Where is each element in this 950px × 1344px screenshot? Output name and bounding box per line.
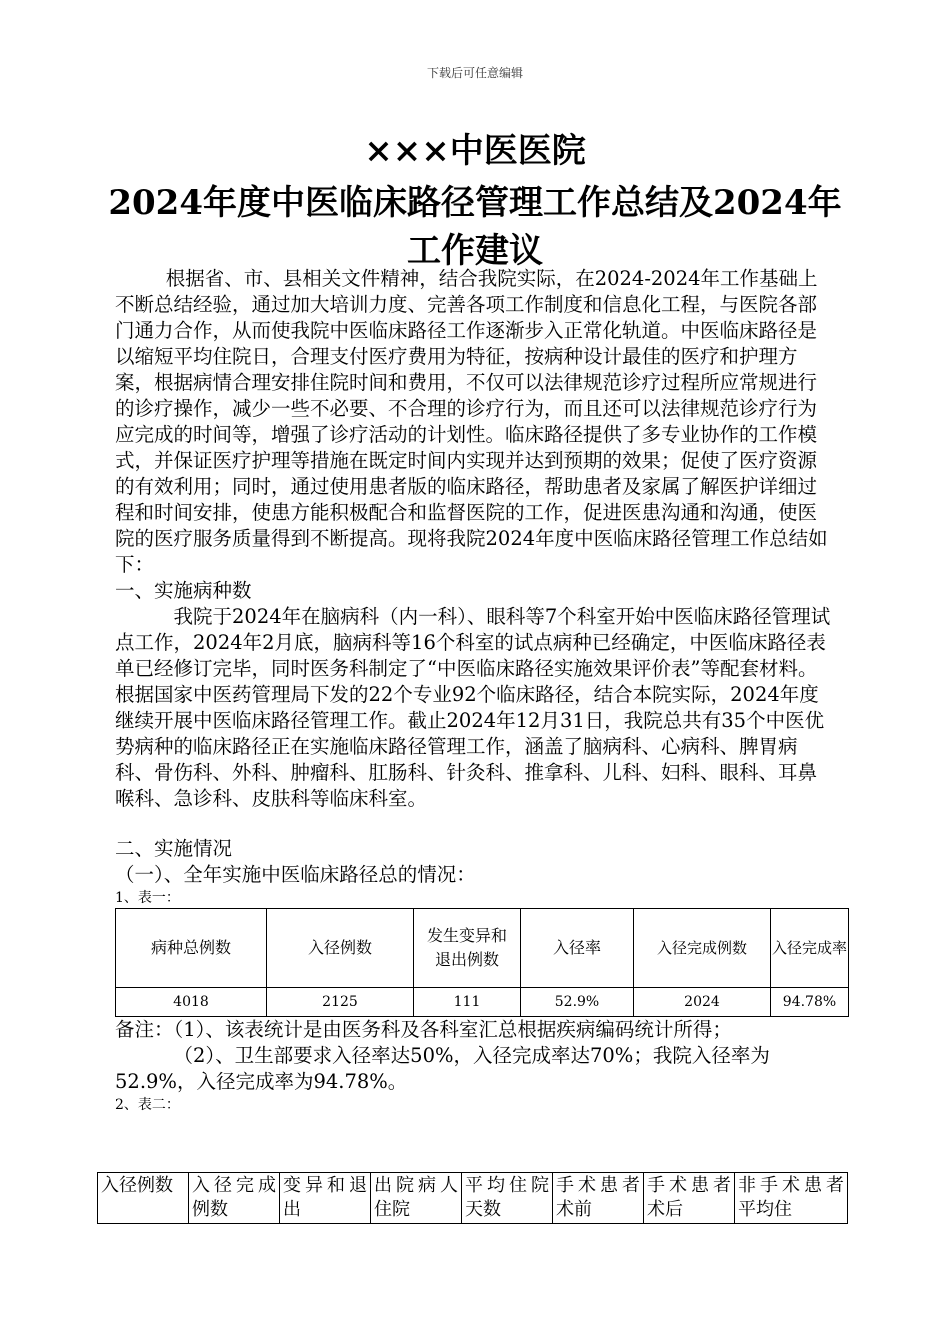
table-header-cell: 非手术患者平均住 bbox=[735, 1173, 848, 1224]
table-header-cell: 入径完成例数 bbox=[189, 1173, 280, 1224]
table-header-cell: 手术患者术前 bbox=[553, 1173, 644, 1224]
table-header-cell: 出院病人住院 bbox=[371, 1173, 462, 1224]
table-header-cell: 入径例数 bbox=[267, 909, 414, 988]
summary-table bbox=[115, 908, 849, 1017]
table-cell: 52.9% bbox=[521, 988, 634, 1017]
table2-label: 2、表二： bbox=[115, 1097, 180, 1113]
document-body bbox=[115, 266, 848, 1115]
table-header-cell: 入径例数 bbox=[98, 1173, 189, 1224]
document-title-line1: ×××中医医院 bbox=[364, 131, 586, 171]
table-header-row bbox=[116, 909, 849, 988]
table1-note2: （2）、卫生部要求入径率达50%，入径完成率达70%；我院入径率为52.9%，入径完成率为94.78%。 bbox=[115, 1044, 770, 1093]
header-note: 下载后可任意编辑 bbox=[426, 66, 523, 80]
table-row bbox=[116, 988, 849, 1017]
detail-table bbox=[97, 1172, 848, 1224]
section2-heading: 二、实施情况 bbox=[115, 837, 233, 860]
table-header-cell: 发生变异和退出例数 bbox=[414, 909, 521, 988]
table-header-cell: 病种总例数 bbox=[116, 909, 267, 988]
document-title-line2: 2024年度中医临床路径管理工作总结及2024年 bbox=[108, 183, 842, 223]
table-cell: 2024 bbox=[634, 988, 771, 1017]
intro-paragraph: 根据省、市、县相关文件精神，结合我院实际，在2024-2024年工作基础上不断总结经验，通过加大培训力度、完善各项工作制度和信息化工程，与医院各部门通力合作，从而使我院中医临床路径工作逐渐步入正常化轨道。中医临床路径是以缩短平均住院日，合理支付医疗费用为特征，按病种设计最佳的医疗和护理方案，根据病情合理安排住院时间和费用，不仅可以法律规范诊疗过程所应常规进行的诊疗操作，减少一些不必要、不合理的诊疗行为，而且还可以法律规范诊疗行为应完成的时间等，增强了诊疗活动的计划性。临床路径提供了多专业协作的工作模式，并保证医疗护理等措施在既定时间内实现并达到预期的效果；促使了医疗资源的有效利用；同时，通过使用患者版的临床路径，帮助患者及家属了解医护详细过程和时间安排，使患方能积极配合和监督医院的工作，促进医患沟通和沟通，使医院的医疗服务质量得到不断提高。现将我院2024年度中医临床路径管理工作总结如下： bbox=[115, 267, 828, 576]
table-cell: 94.78% bbox=[771, 988, 849, 1017]
table-header-cell: 入径完成率 bbox=[771, 909, 849, 988]
table-header-cell: 手术患者术后 bbox=[644, 1173, 735, 1224]
table-cell: 4018 bbox=[116, 988, 267, 1017]
table-cell: 111 bbox=[414, 988, 521, 1017]
section2-subheading: （一）、全年实施中医临床路径总的情况： bbox=[115, 863, 476, 886]
table1-note1: 备注：（1）、该表统计是由医务科及各科室汇总根据疾病编码统计所得； bbox=[115, 1018, 732, 1041]
table-cell: 2125 bbox=[267, 988, 414, 1017]
table-header-row bbox=[98, 1173, 848, 1224]
table-header-cell: 入径率 bbox=[521, 909, 634, 988]
table1-label: 1、表一： bbox=[115, 890, 180, 906]
spacer bbox=[115, 812, 835, 836]
document-title-line3: 工作建议 bbox=[407, 231, 543, 271]
table-header-cell: 平均住院天数 bbox=[462, 1173, 553, 1224]
section1-heading: 一、实施病种数 bbox=[115, 579, 252, 602]
section1-paragraph: 我院于2024年在脑病科（内一科）、眼科等7个科室开始中医临床路径管理试点工作，2024年2月底，脑病科等16个科室的试点病种已经确定，中医临床路径表单已经修订完毕，同时医务科制定了“中医临床路径实施效果评价表”等配套材料。根据国家中医药管理局下发的22个专业92个临床路径，结合本院实际，2024年度继续开展中医临床路径管理工作。截止2024年12月31日，我院总共有35个中医优势病种的临床路径正在实施临床路径管理工作，涵盖了脑病科、心病科、脾胃病科、骨伤科、外科、肿瘤科、肛肠科、针灸科、推拿科、儿科、妇科、眼科、耳鼻喉科、急诊科、皮肤科等临床科室。 bbox=[115, 605, 831, 810]
table-header-cell: 入径完成例数 bbox=[634, 909, 771, 988]
table-header-cell: 变异和退出 bbox=[280, 1173, 371, 1224]
